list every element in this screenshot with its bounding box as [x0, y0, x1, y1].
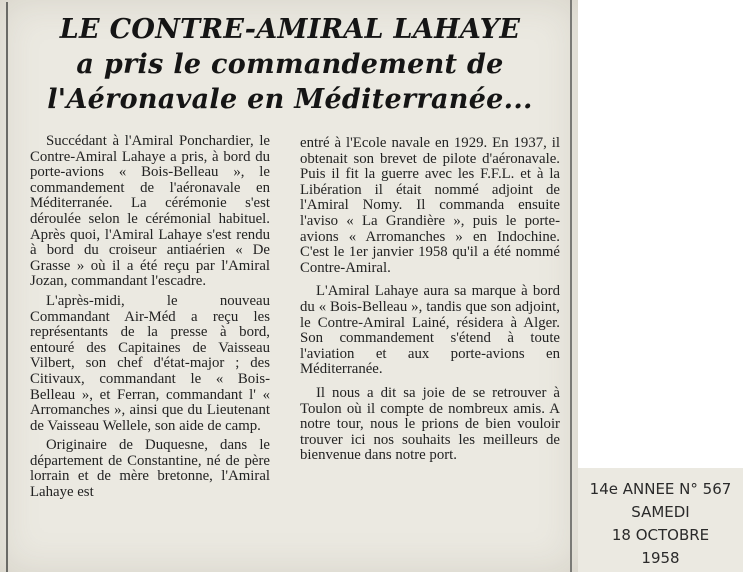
paragraph: entré à l'Ecole navale en 1929. En 1937, il obtenait son brevet de pilote d'aéronavale. Puis il fit la guerre avec les F.F.L. et à la Libération il était nommé adjoint de l'Amiral Nomy. Il commanda ensuite l'aviso « La Grandière », puis le porte-avions « Arromanches » en Indochine. C'est le 1er janvier 1958 qu'il a été nommé Contre-Amiral.: [300, 135, 560, 276]
paragraph: Succédant à l'Amiral Ponchardier, le Contre-Amiral Lahaye a pris, à bord du porte-avions « Bois-Belleau », le commandement de l'aéronavale en Méditerranée. La cérémonie s'est déroulée selon le cérémonial habituel. Après quoi, l'Amiral Lahaye s'est rendu à bord du croiseur antiaérien « De Grasse » où il a été reçu par l'Amiral Jozan, commandant l'escadre.: [30, 133, 270, 290]
paragraph: L'après-midi, le nouveau Commandant Air-Méd a reçu les représentants de la presse à bord, entouré des Capitaines de Vaisseau Vilbert, son chef d'état-major ; des Citivaux, commandant le « Bois-Belleau », et Ferran, commandant l' « Arromanches », ainsi que du Lieutenant de Vaisseau Wellele, son aide de camp.: [30, 292, 270, 434]
weekday: SAMEDI: [631, 503, 690, 521]
paragraph: Il nous a dit sa joie de se retrouver à Toulon où il compte de nombreux amis. A notre tour, nous le prions de bien vouloir trouver ici nos souhaits les meilleurs de bienvenue dans notre port.: [300, 384, 560, 464]
paragraph: L'Amiral Lahaye aura sa marque à bord du « Bois-Belleau », tandis que son adjoint, le Contre-Amiral Lainé, résidera à Alger. Son commandement s'étend à toute l'aviation et aux porte-avions en Méditerranée.: [300, 283, 560, 378]
year: 1958: [641, 549, 680, 567]
column-rule-left: [6, 2, 8, 572]
article-headline: [12, 12, 568, 117]
date: 18 OCTOBRE: [611, 526, 710, 544]
article-column-left: [30, 134, 270, 505]
column-rule-right: [570, 0, 572, 572]
article-column-right: [300, 136, 560, 468]
issue-number: 14e ANNEE N° 567: [589, 480, 732, 498]
headline-line-1: LE CONTRE-AMIRAL LAHAYE: [59, 14, 521, 45]
headline-line-2: a pris le commandement de: [76, 49, 504, 80]
date-stamp: [578, 468, 743, 572]
paragraph: Originaire de Duquesne, dans le département de Constantine, né de père lorrain et de mère bretonne, l'Amiral Lahaye est: [30, 437, 270, 501]
headline-line-3: l'Aéronavale en Méditerranée...: [47, 84, 533, 115]
